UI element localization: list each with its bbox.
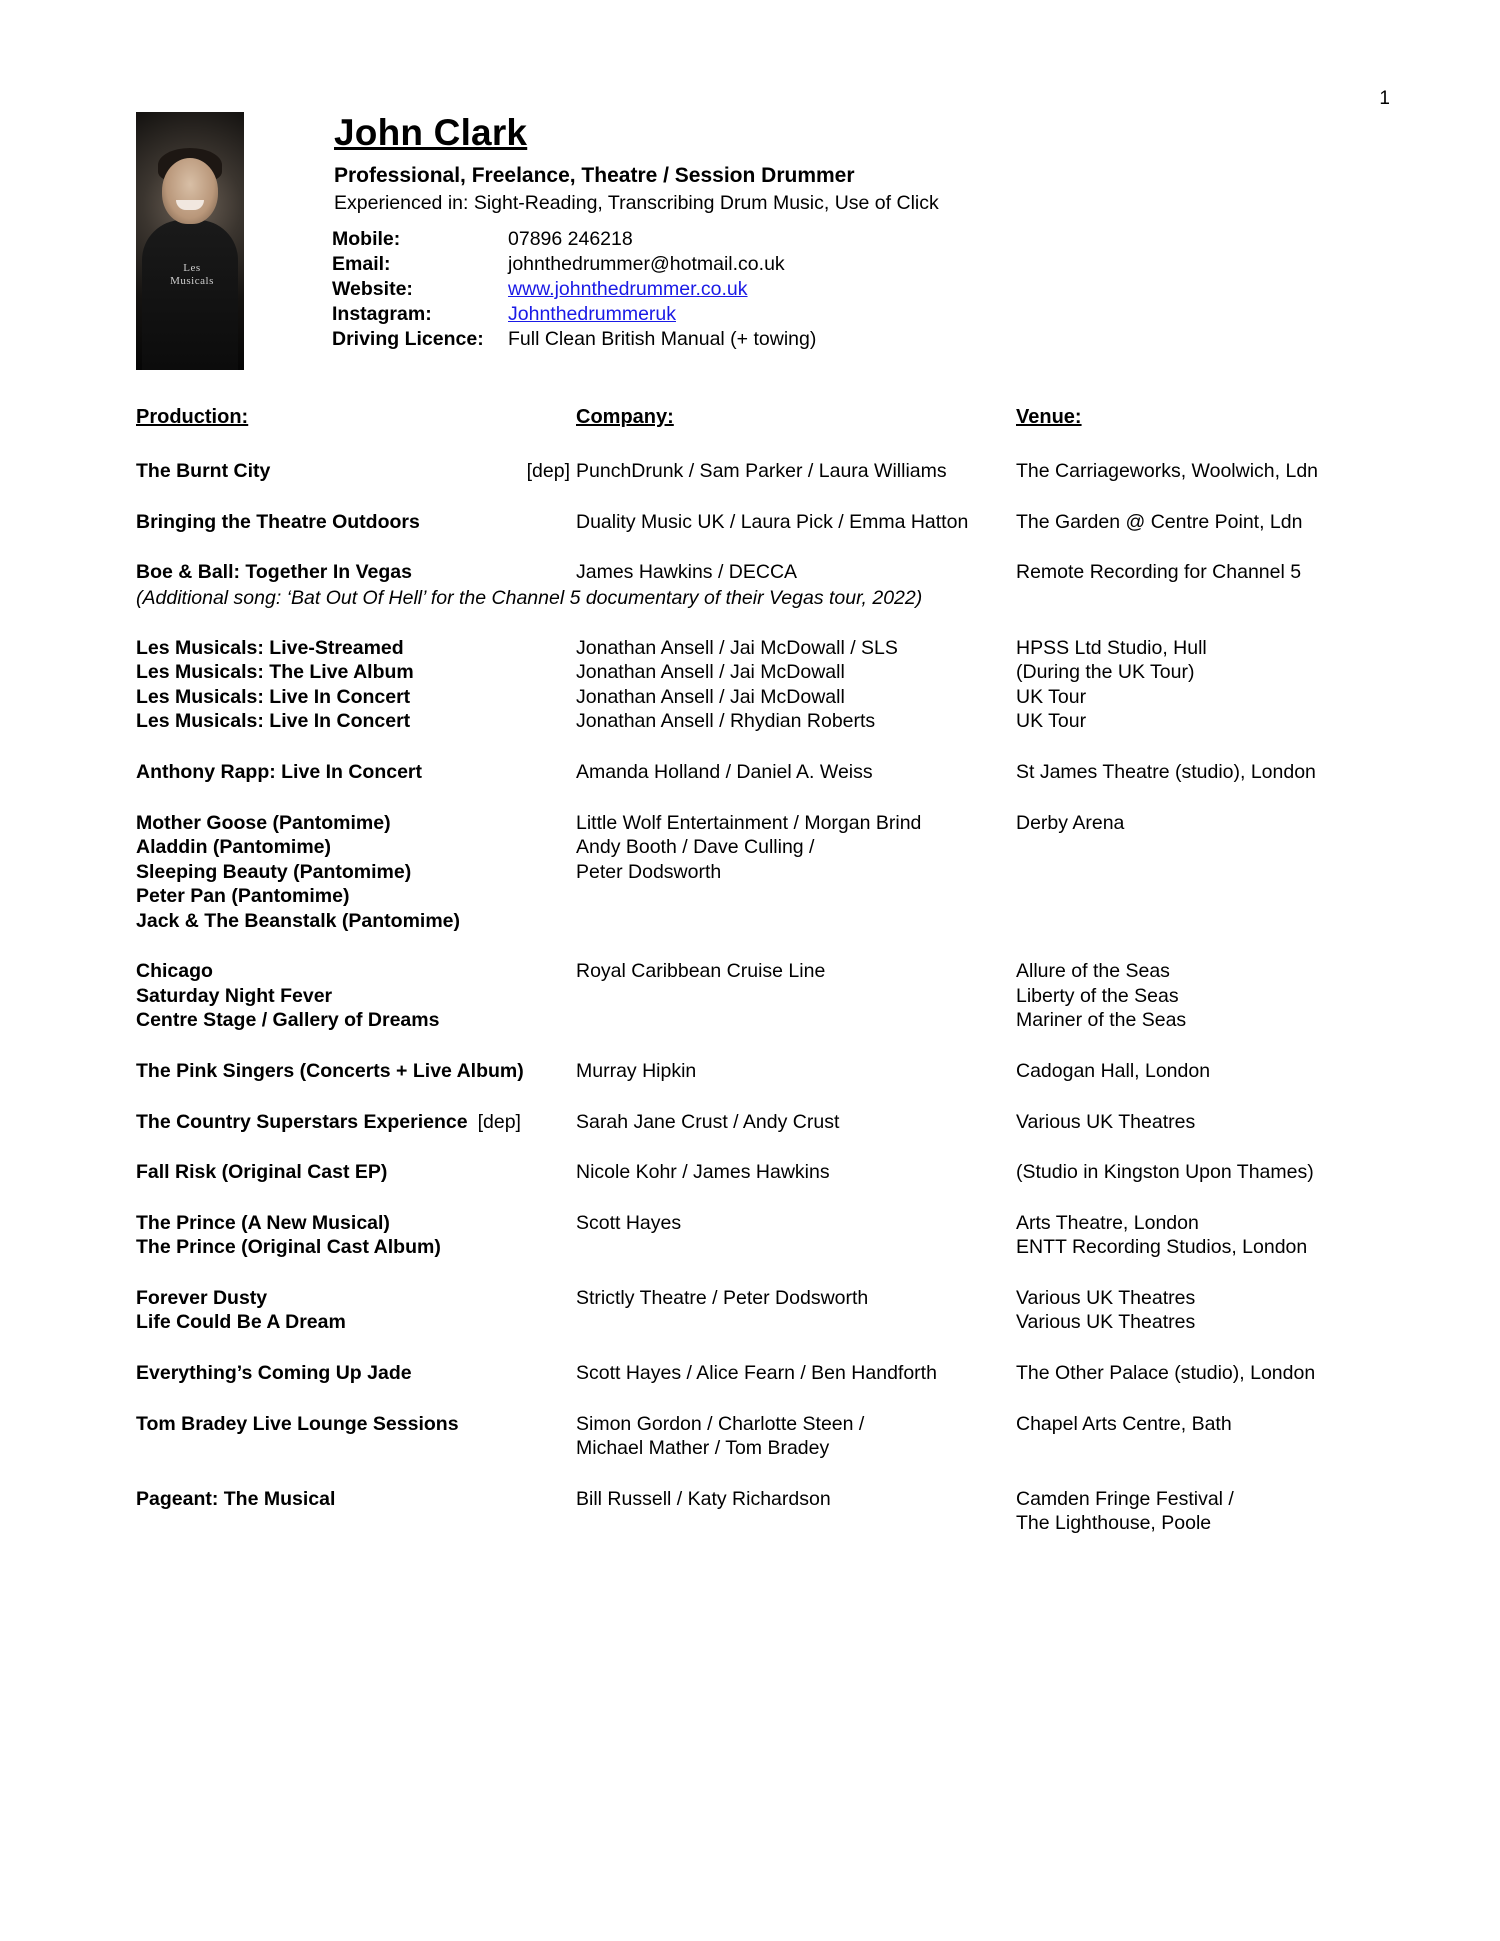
credit-group xyxy=(136,959,1386,1033)
table-row xyxy=(136,1436,1386,1461)
column-header-production: Production: xyxy=(136,406,249,428)
contact-label: Instagram: xyxy=(332,302,432,325)
cell-venue: Arts Theatre, London xyxy=(1016,1211,1199,1234)
cell-venue: The Carriageworks, Woolwich, Ldn xyxy=(1016,460,1319,482)
contact-label: Website: xyxy=(332,277,413,300)
cell-production xyxy=(136,510,576,535)
table-row xyxy=(136,1110,1386,1135)
cell-company: Royal Caribbean Cruise Line xyxy=(576,960,826,983)
cell-venue: St James Theatre (studio), London xyxy=(1016,760,1316,783)
production-title: Life Could Be A Dream xyxy=(136,1311,346,1334)
contact-row-website xyxy=(332,277,1376,302)
cell-production xyxy=(136,811,576,836)
cell-production xyxy=(136,636,576,661)
cell-production xyxy=(136,959,576,984)
table-row xyxy=(136,884,1386,909)
table-row xyxy=(136,459,1386,484)
cell-company: Strictly Theatre / Peter Dodsworth xyxy=(576,1286,869,1309)
contact-row-instagram xyxy=(332,302,1376,327)
production-title: The Prince (A New Musical) xyxy=(136,1211,390,1234)
credit-group xyxy=(136,1286,1386,1335)
production-title: Les Musicals: Live In Concert xyxy=(136,685,411,708)
production-title: Aladdin (Pantomime) xyxy=(136,836,332,859)
cell-company: Peter Dodsworth xyxy=(576,860,722,883)
cell-venue: Allure of the Seas xyxy=(1016,960,1170,983)
production-title: The Prince (Original Cast Album) xyxy=(136,1236,441,1259)
cell-venue: The Garden @ Centre Point, Ldn xyxy=(1016,510,1303,533)
cell-production xyxy=(136,709,576,734)
cell-venue: Various UK Theatres xyxy=(1016,1286,1196,1309)
contact-value: Full Clean British Manual (+ towing) xyxy=(508,327,817,350)
production-title: Mother Goose (Pantomime) xyxy=(136,811,391,834)
cell-company: Duality Music UK / Laura Pick / Emma Hatton xyxy=(576,510,969,533)
cell-company: Simon Gordon / Charlotte Steen / xyxy=(576,1412,865,1435)
photo-torso xyxy=(142,220,238,370)
table-row xyxy=(136,811,1386,836)
cell-company: Jonathan Ansell / Jai McDowall xyxy=(576,661,845,684)
cell-production xyxy=(136,685,576,710)
credit-group xyxy=(136,1110,1386,1135)
credits-table-header xyxy=(136,406,1386,429)
table-row xyxy=(136,1160,1386,1185)
cell-venue: Cadogan Hall, London xyxy=(1016,1060,1211,1082)
header-subtitle: Professional, Freelance, Theatre / Session Drummer xyxy=(334,164,855,187)
cell-venue: Liberty of the Seas xyxy=(1016,984,1179,1007)
cell-venue: (Studio in Kingston Upon Thames) xyxy=(1016,1161,1314,1184)
cell-production xyxy=(136,660,576,685)
production-title: The Burnt City xyxy=(136,460,271,482)
cell-production xyxy=(136,1235,576,1260)
resume-header xyxy=(136,112,1376,370)
table-row xyxy=(136,660,1386,685)
dep-tag: [dep] xyxy=(526,460,570,482)
table-row xyxy=(136,1361,1386,1386)
production-title: Sleeping Beauty (Pantomime) xyxy=(136,860,412,883)
credit-group xyxy=(136,760,1386,785)
cell-venue: The Lighthouse, Poole xyxy=(1016,1512,1212,1535)
table-row xyxy=(136,909,1386,934)
contact-value: 07896 246218 xyxy=(508,228,633,250)
page-number: 1 xyxy=(1379,88,1390,109)
contact-row-mobile xyxy=(332,227,1376,252)
credit-group xyxy=(136,1412,1386,1461)
table-row xyxy=(136,1211,1386,1236)
cell-production xyxy=(136,1110,576,1135)
table-row xyxy=(136,1310,1386,1335)
contact-row-email xyxy=(332,252,1376,277)
profile-photo xyxy=(136,112,244,370)
credit-group xyxy=(136,811,1386,934)
production-title: The Pink Singers (Concerts + Live Album) xyxy=(136,1060,524,1082)
cell-production xyxy=(136,1008,576,1033)
cell-company: Andy Booth / Dave Culling / xyxy=(576,836,815,859)
cell-production xyxy=(136,1310,576,1335)
cell-venue: HPSS Ltd Studio, Hull xyxy=(1016,636,1207,659)
header-subtitle-secondary: Experienced in: Sight-Reading, Transcribing Drum Music, Use of Click xyxy=(334,192,939,214)
production-title: Peter Pan (Pantomime) xyxy=(136,885,350,908)
production-title: The Country Superstars Experience xyxy=(136,1110,468,1133)
production-title: Boe & Ball: Together In Vegas xyxy=(136,561,412,584)
table-row xyxy=(136,1511,1386,1536)
cell-production xyxy=(136,1160,576,1185)
cell-company: Sarah Jane Crust / Andy Crust xyxy=(576,1110,840,1133)
table-row xyxy=(136,636,1386,661)
cell-company: Scott Hayes xyxy=(576,1211,682,1234)
cell-production xyxy=(136,884,576,909)
contact-label: Driving Licence: xyxy=(332,327,484,350)
cell-production xyxy=(136,1361,576,1386)
production-title: Pageant: The Musical xyxy=(136,1487,336,1510)
table-row xyxy=(136,1286,1386,1311)
cell-venue: UK Tour xyxy=(1016,710,1087,733)
contact-label: Mobile: xyxy=(332,228,401,250)
cell-company: Scott Hayes / Alice Fearn / Ben Handforth xyxy=(576,1361,937,1384)
table-row xyxy=(136,1487,1386,1512)
cell-venue: Camden Fringe Festival / xyxy=(1016,1487,1234,1510)
credit-group xyxy=(136,1361,1386,1386)
column-header-venue: Venue: xyxy=(1016,406,1082,428)
contact-block xyxy=(332,227,1376,352)
cell-company: James Hawkins / DECCA xyxy=(576,561,798,584)
cell-venue: Remote Recording for Channel 5 xyxy=(1016,561,1302,584)
production-title: Tom Bradey Live Lounge Sessions xyxy=(136,1412,459,1435)
cell-production xyxy=(136,835,576,860)
cell-venue: Various UK Theatres xyxy=(1016,1311,1196,1334)
contact-value: johnthedrummer@hotmail.co.uk xyxy=(508,252,785,275)
table-row xyxy=(136,835,1386,860)
production-title: Bringing the Theatre Outdoors xyxy=(136,510,420,533)
credit-note: (Additional song: ‘Bat Out Of Hell’ for the Channel 5 documentary of their Vegas tour, 2022) xyxy=(136,586,923,609)
cell-production xyxy=(136,1059,576,1084)
credit-group xyxy=(136,1487,1386,1536)
table-row xyxy=(136,984,1386,1009)
table-row xyxy=(136,709,1386,734)
production-title: Fall Risk (Original Cast EP) xyxy=(136,1161,388,1184)
credit-group xyxy=(136,560,1386,610)
header-text-block xyxy=(268,112,1376,352)
instagram-link[interactable]: Johnthedrummeruk xyxy=(508,302,676,325)
cell-production xyxy=(136,760,576,785)
cell-venue: The Other Palace (studio), London xyxy=(1016,1361,1316,1384)
credit-group xyxy=(136,510,1386,535)
cell-company: Jonathan Ansell / Rhydian Roberts xyxy=(576,710,876,733)
page-title: John Clark xyxy=(334,112,528,153)
website-link[interactable]: www.johnthedrummer.co.uk xyxy=(508,277,748,300)
cell-company: Bill Russell / Katy Richardson xyxy=(576,1487,831,1510)
table-row xyxy=(136,685,1386,710)
cell-venue: Various UK Theatres xyxy=(1016,1110,1196,1133)
credit-group xyxy=(136,1160,1386,1185)
credit-group xyxy=(136,459,1386,484)
contact-label: Email: xyxy=(332,252,391,275)
table-row xyxy=(136,1008,1386,1033)
cell-venue: (During the UK Tour) xyxy=(1016,661,1195,684)
cell-company: Amanda Holland / Daniel A. Weiss xyxy=(576,760,873,783)
credit-group xyxy=(136,1059,1386,1084)
credits-table xyxy=(136,406,1386,1562)
cell-company: Murray Hipkin xyxy=(576,1060,697,1082)
column-header-company: Company: xyxy=(576,406,674,428)
cell-production xyxy=(136,860,576,885)
cell-company: Little Wolf Entertainment / Morgan Brind xyxy=(576,811,922,834)
production-title: Chicago xyxy=(136,960,213,983)
production-title: Centre Stage / Gallery of Dreams xyxy=(136,1009,440,1032)
table-row xyxy=(136,760,1386,785)
production-title: Everything’s Coming Up Jade xyxy=(136,1361,412,1384)
table-row xyxy=(136,510,1386,535)
cell-company: PunchDrunk / Sam Parker / Laura Williams xyxy=(576,460,947,482)
cell-company: Jonathan Ansell / Jai McDowall / SLS xyxy=(576,636,898,659)
cell-venue: Mariner of the Seas xyxy=(1016,1009,1187,1032)
production-title: Jack & The Beanstalk (Pantomime) xyxy=(136,909,461,932)
production-title: Anthony Rapp: Live In Concert xyxy=(136,760,423,783)
contact-row-driving-licence xyxy=(332,327,1376,352)
cell-production xyxy=(136,984,576,1009)
production-title: Les Musicals: Live-Streamed xyxy=(136,636,404,659)
table-row xyxy=(136,560,1386,585)
table-row xyxy=(136,860,1386,885)
cell-company: Nicole Kohr / James Hawkins xyxy=(576,1161,830,1184)
credit-group xyxy=(136,636,1386,734)
cell-production xyxy=(136,909,576,934)
credits-body xyxy=(136,459,1386,1536)
cell-company: Michael Mather / Tom Bradey xyxy=(576,1437,830,1460)
cell-production xyxy=(136,459,576,484)
credit-group xyxy=(136,1211,1386,1260)
cell-production xyxy=(136,1286,576,1311)
table-row xyxy=(136,1059,1386,1084)
cell-company: Jonathan Ansell / Jai McDowall xyxy=(576,685,845,708)
photo-face xyxy=(162,158,218,224)
production-title: Les Musicals: The Live Album xyxy=(136,661,414,684)
production-title: Forever Dusty xyxy=(136,1286,268,1309)
table-row xyxy=(136,959,1386,984)
cell-venue: ENTT Recording Studios, London xyxy=(1016,1236,1308,1259)
cell-venue: Chapel Arts Centre, Bath xyxy=(1016,1412,1232,1435)
production-title: Saturday Night Fever xyxy=(136,984,333,1007)
cell-venue: UK Tour xyxy=(1016,685,1087,708)
photo-shirt-text: Les Musicals xyxy=(170,262,214,287)
cell-venue: Derby Arena xyxy=(1016,811,1125,834)
table-row xyxy=(136,1235,1386,1260)
cell-production xyxy=(136,1412,576,1437)
table-row xyxy=(136,1412,1386,1437)
production-title: Les Musicals: Live In Concert xyxy=(136,710,411,733)
cell-production xyxy=(136,560,576,585)
dep-tag: [dep] xyxy=(477,1110,521,1133)
cell-production xyxy=(136,1211,576,1236)
cell-production xyxy=(136,1487,576,1512)
